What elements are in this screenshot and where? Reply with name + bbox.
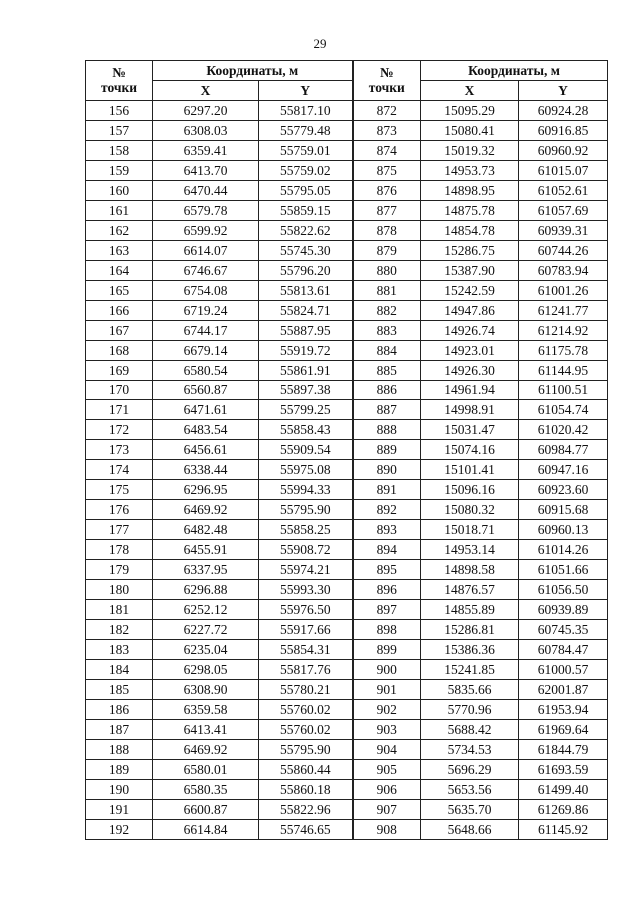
y-right-cell: 61693.59 bbox=[519, 759, 608, 779]
y-left-cell: 55859.15 bbox=[259, 200, 353, 220]
point-number-right-cell: 889 bbox=[353, 440, 421, 460]
point-number-left-cell: 175 bbox=[86, 480, 153, 500]
x-right-cell: 14898.58 bbox=[421, 560, 519, 580]
x-left-cell: 6359.58 bbox=[153, 700, 259, 720]
point-number-header-left bbox=[86, 61, 153, 101]
x-right-cell: 5635.70 bbox=[421, 799, 519, 819]
y-right-cell: 60915.68 bbox=[519, 500, 608, 520]
y-right-cell: 60947.16 bbox=[519, 460, 608, 480]
x-right-cell: 14875.78 bbox=[421, 200, 519, 220]
table-row bbox=[86, 100, 608, 120]
coordinates-header-right: Координаты, м bbox=[421, 61, 608, 81]
x-left-cell: 6252.12 bbox=[153, 600, 259, 620]
y-left-cell: 55745.30 bbox=[259, 240, 353, 260]
x-left-cell: 6455.91 bbox=[153, 540, 259, 560]
x-left-cell: 6470.44 bbox=[153, 180, 259, 200]
x-left-cell: 6579.78 bbox=[153, 200, 259, 220]
x-left-cell: 6413.70 bbox=[153, 160, 259, 180]
x-right-cell: 14961.94 bbox=[421, 380, 519, 400]
y-right-cell: 60939.31 bbox=[519, 220, 608, 240]
point-label: точки bbox=[100, 80, 138, 96]
x-right-cell: 14953.14 bbox=[421, 540, 519, 560]
point-number-left-cell: 178 bbox=[86, 540, 153, 560]
x-left-cell: 6580.35 bbox=[153, 779, 259, 799]
y-left-cell: 55994.33 bbox=[259, 480, 353, 500]
x-left-cell: 6483.54 bbox=[153, 420, 259, 440]
point-number-left-cell: 163 bbox=[86, 240, 153, 260]
point-number-right-cell: 878 bbox=[353, 220, 421, 240]
x-right-cell: 15286.81 bbox=[421, 620, 519, 640]
y-left-cell: 55974.21 bbox=[259, 560, 353, 580]
point-number-right-cell: 887 bbox=[353, 400, 421, 420]
point-number-left-cell: 177 bbox=[86, 520, 153, 540]
table-row bbox=[86, 380, 608, 400]
x-left-cell: 6599.92 bbox=[153, 220, 259, 240]
table-row bbox=[86, 779, 608, 799]
point-number-left-cell: 179 bbox=[86, 560, 153, 580]
point-number-right-cell: 896 bbox=[353, 580, 421, 600]
x-left-cell: 6296.95 bbox=[153, 480, 259, 500]
table-row bbox=[86, 560, 608, 580]
point-number-right-cell: 908 bbox=[353, 819, 421, 839]
y-left-cell: 55854.31 bbox=[259, 640, 353, 660]
x-right-cell: 5835.66 bbox=[421, 680, 519, 700]
table-row bbox=[86, 460, 608, 480]
y-right-cell: 60784.47 bbox=[519, 640, 608, 660]
x-right-cell: 15387.90 bbox=[421, 260, 519, 280]
table-row bbox=[86, 200, 608, 220]
y-left-cell: 55897.38 bbox=[259, 380, 353, 400]
point-number-left-cell: 176 bbox=[86, 500, 153, 520]
point-number-left-cell: 166 bbox=[86, 300, 153, 320]
point-number-left-cell: 171 bbox=[86, 400, 153, 420]
y-left-cell: 55795.90 bbox=[259, 500, 353, 520]
point-number-right-cell: 877 bbox=[353, 200, 421, 220]
point-number-left-cell: 183 bbox=[86, 640, 153, 660]
y-left-cell: 55976.50 bbox=[259, 600, 353, 620]
y-right-cell: 60924.28 bbox=[519, 100, 608, 120]
point-number-right-cell: 905 bbox=[353, 759, 421, 779]
x-right-cell: 15019.32 bbox=[421, 140, 519, 160]
x-left-cell: 6580.54 bbox=[153, 360, 259, 380]
y-right-cell: 61175.78 bbox=[519, 340, 608, 360]
x-right-cell: 5653.56 bbox=[421, 779, 519, 799]
x-right-cell: 14947.86 bbox=[421, 300, 519, 320]
point-number-right-cell: 879 bbox=[353, 240, 421, 260]
x-left-cell: 6746.67 bbox=[153, 260, 259, 280]
y-right-cell: 61145.92 bbox=[519, 819, 608, 839]
x-header-right: X bbox=[421, 80, 519, 100]
x-right-cell: 15101.41 bbox=[421, 460, 519, 480]
point-number-right-cell: 900 bbox=[353, 660, 421, 680]
x-right-cell: 14998.91 bbox=[421, 400, 519, 420]
x-right-cell: 5770.96 bbox=[421, 700, 519, 720]
point-number-left-cell: 187 bbox=[86, 719, 153, 739]
x-left-cell: 6614.84 bbox=[153, 819, 259, 839]
table-row bbox=[86, 240, 608, 260]
table-row bbox=[86, 759, 608, 779]
point-number-left-cell: 186 bbox=[86, 700, 153, 720]
y-header-right: Y bbox=[519, 80, 608, 100]
number-sign: № bbox=[112, 65, 126, 81]
x-right-cell: 14953.73 bbox=[421, 160, 519, 180]
x-right-cell: 5696.29 bbox=[421, 759, 519, 779]
table-row bbox=[86, 160, 608, 180]
x-left-cell: 6338.44 bbox=[153, 460, 259, 480]
x-right-cell: 15241.85 bbox=[421, 660, 519, 680]
x-left-cell: 6337.95 bbox=[153, 560, 259, 580]
y-left-cell: 55746.65 bbox=[259, 819, 353, 839]
x-left-cell: 6296.88 bbox=[153, 580, 259, 600]
y-right-cell: 61844.79 bbox=[519, 739, 608, 759]
y-left-cell: 55975.08 bbox=[259, 460, 353, 480]
number-sign: № bbox=[379, 65, 394, 81]
point-number-left-cell: 180 bbox=[86, 580, 153, 600]
table-row bbox=[86, 480, 608, 500]
point-number-right-cell: 901 bbox=[353, 680, 421, 700]
y-left-cell: 55817.10 bbox=[259, 100, 353, 120]
point-number-left-cell: 185 bbox=[86, 680, 153, 700]
y-left-cell: 55824.71 bbox=[259, 300, 353, 320]
table-row bbox=[86, 819, 608, 839]
table-row bbox=[86, 620, 608, 640]
point-number-right-cell: 882 bbox=[353, 300, 421, 320]
point-number-left-cell: 158 bbox=[86, 140, 153, 160]
x-right-cell: 15074.16 bbox=[421, 440, 519, 460]
y-right-cell: 60939.89 bbox=[519, 600, 608, 620]
x-right-cell: 15286.75 bbox=[421, 240, 519, 260]
point-number-right-cell: 907 bbox=[353, 799, 421, 819]
x-left-cell: 6359.41 bbox=[153, 140, 259, 160]
table-row bbox=[86, 580, 608, 600]
point-number-right-cell: 895 bbox=[353, 560, 421, 580]
point-number-left-cell: 165 bbox=[86, 280, 153, 300]
y-left-cell: 55795.05 bbox=[259, 180, 353, 200]
y-right-cell: 60744.26 bbox=[519, 240, 608, 260]
y-left-cell: 55780.21 bbox=[259, 680, 353, 700]
y-left-cell: 55813.61 bbox=[259, 280, 353, 300]
y-right-cell: 60783.94 bbox=[519, 260, 608, 280]
x-left-cell: 6235.04 bbox=[153, 640, 259, 660]
table-row bbox=[86, 680, 608, 700]
point-number-left-cell: 184 bbox=[86, 660, 153, 680]
point-number-left-cell: 181 bbox=[86, 600, 153, 620]
y-right-cell: 61015.07 bbox=[519, 160, 608, 180]
y-right-cell: 61969.64 bbox=[519, 719, 608, 739]
table-row bbox=[86, 540, 608, 560]
y-header-left: Y bbox=[259, 80, 353, 100]
y-right-cell: 61241.77 bbox=[519, 300, 608, 320]
x-right-cell: 15386.36 bbox=[421, 640, 519, 660]
point-number-right-cell: 883 bbox=[353, 320, 421, 340]
point-number-left-cell: 157 bbox=[86, 120, 153, 140]
y-right-cell: 61056.50 bbox=[519, 580, 608, 600]
point-number-right-cell: 874 bbox=[353, 140, 421, 160]
x-right-cell: 14898.95 bbox=[421, 180, 519, 200]
y-right-cell: 61057.69 bbox=[519, 200, 608, 220]
point-number-right-cell: 892 bbox=[353, 500, 421, 520]
point-number-left-cell: 173 bbox=[86, 440, 153, 460]
y-right-cell: 60923.60 bbox=[519, 480, 608, 500]
point-number-left-cell: 168 bbox=[86, 340, 153, 360]
y-left-cell: 55858.25 bbox=[259, 520, 353, 540]
point-number-left-cell: 170 bbox=[86, 380, 153, 400]
y-left-cell: 55860.18 bbox=[259, 779, 353, 799]
table-row bbox=[86, 180, 608, 200]
table-row bbox=[86, 260, 608, 280]
table-row bbox=[86, 660, 608, 680]
x-right-cell: 14855.89 bbox=[421, 600, 519, 620]
point-number-left-cell: 164 bbox=[86, 260, 153, 280]
x-left-cell: 6560.87 bbox=[153, 380, 259, 400]
y-left-cell: 55917.66 bbox=[259, 620, 353, 640]
point-number-right-cell: 880 bbox=[353, 260, 421, 280]
y-left-cell: 55759.01 bbox=[259, 140, 353, 160]
y-left-cell: 55760.02 bbox=[259, 700, 353, 720]
x-left-cell: 6719.24 bbox=[153, 300, 259, 320]
table-row bbox=[86, 440, 608, 460]
point-number-right-cell: 903 bbox=[353, 719, 421, 739]
table-row bbox=[86, 340, 608, 360]
table-row bbox=[86, 520, 608, 540]
point-number-left-cell: 191 bbox=[86, 799, 153, 819]
y-left-cell: 55759.02 bbox=[259, 160, 353, 180]
y-left-cell: 55799.25 bbox=[259, 400, 353, 420]
x-left-cell: 6413.41 bbox=[153, 719, 259, 739]
point-number-right-cell: 899 bbox=[353, 640, 421, 660]
table-header-row-1 bbox=[86, 61, 608, 81]
coordinates-header-left: Координаты, м bbox=[153, 61, 353, 81]
y-right-cell: 61020.42 bbox=[519, 420, 608, 440]
y-right-cell: 61214.92 bbox=[519, 320, 608, 340]
point-number-right-cell: 872 bbox=[353, 100, 421, 120]
y-right-cell: 62001.87 bbox=[519, 680, 608, 700]
point-number-left-cell: 192 bbox=[86, 819, 153, 839]
x-left-cell: 6469.92 bbox=[153, 739, 259, 759]
y-right-cell: 61144.95 bbox=[519, 360, 608, 380]
point-number-left-cell: 169 bbox=[86, 360, 153, 380]
point-number-left-cell: 162 bbox=[86, 220, 153, 240]
table-row bbox=[86, 280, 608, 300]
y-left-cell: 55858.43 bbox=[259, 420, 353, 440]
table-row bbox=[86, 700, 608, 720]
point-number-left-cell: 189 bbox=[86, 759, 153, 779]
x-left-cell: 6308.03 bbox=[153, 120, 259, 140]
y-right-cell: 60745.35 bbox=[519, 620, 608, 640]
y-right-cell: 60960.92 bbox=[519, 140, 608, 160]
point-number-right-cell: 902 bbox=[353, 700, 421, 720]
y-left-cell: 55861.91 bbox=[259, 360, 353, 380]
y-right-cell: 61052.61 bbox=[519, 180, 608, 200]
point-number-left-cell: 182 bbox=[86, 620, 153, 640]
y-left-cell: 55860.44 bbox=[259, 759, 353, 779]
y-left-cell: 55760.02 bbox=[259, 719, 353, 739]
point-number-left-cell: 160 bbox=[86, 180, 153, 200]
y-left-cell: 55795.90 bbox=[259, 739, 353, 759]
x-right-cell: 15096.16 bbox=[421, 480, 519, 500]
x-left-cell: 6227.72 bbox=[153, 620, 259, 640]
y-right-cell: 61100.51 bbox=[519, 380, 608, 400]
x-right-cell: 15031.47 bbox=[421, 420, 519, 440]
x-right-cell: 15095.29 bbox=[421, 100, 519, 120]
x-right-cell: 14926.30 bbox=[421, 360, 519, 380]
coordinates-table bbox=[85, 60, 608, 840]
point-number-right-cell: 906 bbox=[353, 779, 421, 799]
point-number-right-cell: 886 bbox=[353, 380, 421, 400]
x-left-cell: 6614.07 bbox=[153, 240, 259, 260]
y-left-cell: 55993.30 bbox=[259, 580, 353, 600]
table-header-row-2 bbox=[86, 80, 608, 100]
table-row bbox=[86, 500, 608, 520]
point-number-left-cell: 172 bbox=[86, 420, 153, 440]
x-left-cell: 6469.92 bbox=[153, 500, 259, 520]
x-right-cell: 15018.71 bbox=[421, 520, 519, 540]
y-left-cell: 55909.54 bbox=[259, 440, 353, 460]
point-number-left-cell: 188 bbox=[86, 739, 153, 759]
point-number-left-cell: 167 bbox=[86, 320, 153, 340]
table-row bbox=[86, 719, 608, 739]
y-right-cell: 61953.94 bbox=[519, 700, 608, 720]
table-row bbox=[86, 640, 608, 660]
y-right-cell: 60984.77 bbox=[519, 440, 608, 460]
point-label: точки bbox=[368, 80, 405, 96]
x-left-cell: 6297.20 bbox=[153, 100, 259, 120]
table-row bbox=[86, 320, 608, 340]
point-number-right-cell: 898 bbox=[353, 620, 421, 640]
table-row bbox=[86, 400, 608, 420]
x-right-cell: 15080.41 bbox=[421, 120, 519, 140]
y-right-cell: 61000.57 bbox=[519, 660, 608, 680]
x-right-cell: 5648.66 bbox=[421, 819, 519, 839]
x-left-cell: 6308.90 bbox=[153, 680, 259, 700]
point-number-right-cell: 873 bbox=[353, 120, 421, 140]
x-right-cell: 15242.59 bbox=[421, 280, 519, 300]
point-number-right-cell: 893 bbox=[353, 520, 421, 540]
table-row bbox=[86, 300, 608, 320]
x-left-cell: 6298.05 bbox=[153, 660, 259, 680]
y-right-cell: 61499.40 bbox=[519, 779, 608, 799]
x-left-cell: 6600.87 bbox=[153, 799, 259, 819]
x-header-left: X bbox=[153, 80, 259, 100]
x-right-cell: 14876.57 bbox=[421, 580, 519, 600]
point-number-right-cell: 897 bbox=[353, 600, 421, 620]
x-left-cell: 6580.01 bbox=[153, 759, 259, 779]
y-left-cell: 55822.62 bbox=[259, 220, 353, 240]
y-right-cell: 61269.86 bbox=[519, 799, 608, 819]
point-number-left-cell: 161 bbox=[86, 200, 153, 220]
point-number-left-cell: 156 bbox=[86, 100, 153, 120]
table-row bbox=[86, 140, 608, 160]
x-right-cell: 14854.78 bbox=[421, 220, 519, 240]
point-number-right-cell: 891 bbox=[353, 480, 421, 500]
point-number-right-cell: 890 bbox=[353, 460, 421, 480]
point-number-right-cell: 875 bbox=[353, 160, 421, 180]
x-left-cell: 6482.48 bbox=[153, 520, 259, 540]
table-row bbox=[86, 420, 608, 440]
table-row bbox=[86, 220, 608, 240]
point-number-header-right bbox=[353, 61, 421, 101]
table-body bbox=[86, 100, 608, 839]
y-right-cell: 61014.26 bbox=[519, 540, 608, 560]
point-number-right-cell: 884 bbox=[353, 340, 421, 360]
point-number-right-cell: 876 bbox=[353, 180, 421, 200]
point-number-left-cell: 174 bbox=[86, 460, 153, 480]
x-left-cell: 6471.61 bbox=[153, 400, 259, 420]
page-number: 29 bbox=[313, 36, 327, 51]
x-left-cell: 6744.17 bbox=[153, 320, 259, 340]
point-number-right-cell: 904 bbox=[353, 739, 421, 759]
point-number-right-cell: 885 bbox=[353, 360, 421, 380]
y-left-cell: 55796.20 bbox=[259, 260, 353, 280]
table-row bbox=[86, 739, 608, 759]
x-right-cell: 5734.53 bbox=[421, 739, 519, 759]
y-right-cell: 61054.74 bbox=[519, 400, 608, 420]
point-number-right-cell: 888 bbox=[353, 420, 421, 440]
y-right-cell: 61001.26 bbox=[519, 280, 608, 300]
table-row bbox=[86, 799, 608, 819]
y-left-cell: 55822.96 bbox=[259, 799, 353, 819]
y-right-cell: 61051.66 bbox=[519, 560, 608, 580]
table-row bbox=[86, 600, 608, 620]
point-number-right-cell: 894 bbox=[353, 540, 421, 560]
y-left-cell: 55779.48 bbox=[259, 120, 353, 140]
y-left-cell: 55887.95 bbox=[259, 320, 353, 340]
x-left-cell: 6679.14 bbox=[153, 340, 259, 360]
y-right-cell: 60960.13 bbox=[519, 520, 608, 540]
x-right-cell: 15080.32 bbox=[421, 500, 519, 520]
x-left-cell: 6754.08 bbox=[153, 280, 259, 300]
table-row bbox=[86, 120, 608, 140]
y-left-cell: 55908.72 bbox=[259, 540, 353, 560]
y-left-cell: 55919.72 bbox=[259, 340, 353, 360]
x-right-cell: 5688.42 bbox=[421, 719, 519, 739]
table-row bbox=[86, 360, 608, 380]
point-number-left-cell: 190 bbox=[86, 779, 153, 799]
x-right-cell: 14923.01 bbox=[421, 340, 519, 360]
x-right-cell: 14926.74 bbox=[421, 320, 519, 340]
point-number-right-cell: 881 bbox=[353, 280, 421, 300]
y-left-cell: 55817.76 bbox=[259, 660, 353, 680]
x-left-cell: 6456.61 bbox=[153, 440, 259, 460]
point-number-left-cell: 159 bbox=[86, 160, 153, 180]
y-right-cell: 60916.85 bbox=[519, 120, 608, 140]
